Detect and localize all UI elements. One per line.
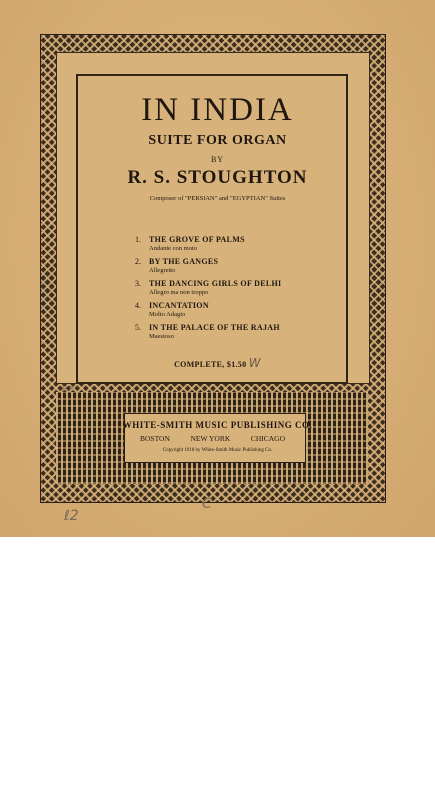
item-tempo: Allegro ma non troppo	[149, 289, 209, 296]
item-number: 1.	[135, 235, 141, 244]
by-line: BY	[210, 155, 225, 164]
item-tempo: Maestoso	[149, 333, 174, 340]
city-boston: BOSTON	[140, 434, 170, 443]
city-new-york: NEW YORK	[190, 434, 231, 443]
publisher-name: WHITE-SMITH MUSIC PUBLISHING CO.	[122, 420, 313, 430]
pencil-mark-bottom-center: C	[202, 496, 212, 512]
price-text: COMPLETE, $1.50	[174, 360, 247, 369]
item-number: 4.	[135, 301, 141, 310]
item-tempo: Andante con moto	[149, 245, 198, 252]
item-tempo: Allegretto	[149, 267, 176, 274]
item-tempo: Molto Adagio	[149, 311, 186, 318]
item-title: THE GROVE OF PALMS	[149, 235, 245, 244]
price-handwritten-mark: W	[248, 356, 261, 370]
page-title: IN INDIA	[141, 92, 294, 128]
item-title: THE DANCING GIRLS OF DELHI	[149, 279, 282, 288]
item-number: 5.	[135, 323, 141, 332]
item-number: 3.	[135, 279, 141, 288]
contents-list	[135, 235, 335, 345]
list-item	[135, 279, 335, 301]
composer-name: R. S. STOUGHTON	[127, 167, 308, 188]
composer-note: Composer of "PERSIAN" and "EGYPTIAN" Suites	[149, 195, 286, 202]
publisher-cities	[140, 434, 285, 443]
item-title: INCANTATION	[149, 301, 209, 310]
subtitle: SUITE FOR ORGAN	[148, 133, 287, 148]
city-chicago: CHICAGO	[250, 434, 285, 443]
item-title: BY THE GANGES	[149, 257, 219, 266]
list-item	[135, 301, 335, 323]
list-item	[135, 257, 335, 279]
pencil-mark-bottom-left: ℓ2	[64, 508, 79, 524]
item-title: IN THE PALACE OF THE RAJAH	[149, 323, 280, 332]
copyright-line: Copyright 1918 by White-Smith Music Publishing Co.	[162, 448, 273, 453]
price-label	[0, 356, 435, 370]
pencil-mark-left: B.P.	[62, 385, 75, 393]
list-item	[135, 323, 335, 345]
list-item	[135, 235, 335, 257]
item-number: 2.	[135, 257, 141, 266]
